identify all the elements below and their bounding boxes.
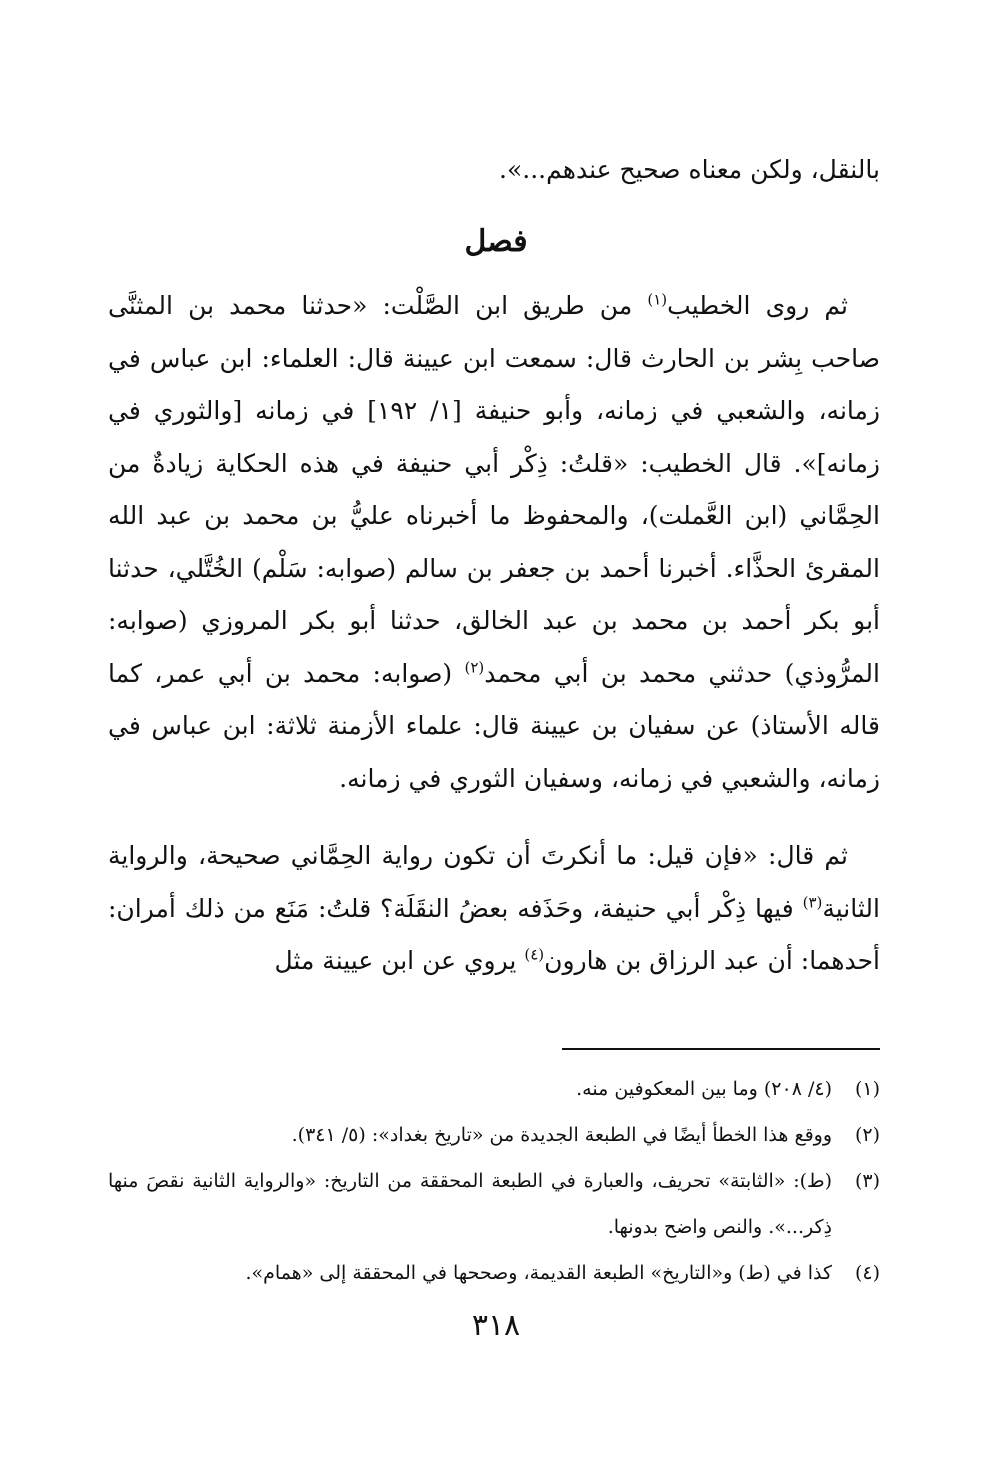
section-heading: فصل (464, 224, 528, 259)
paragraph-2 (108, 830, 880, 988)
footnote-text: (ط): «الثابتة» تحريف، والعبارة في الطبعة المحققة من التاريخ: «والرواية الثانية نقصَ منها ذِكر...». والنص واضح بدونها. (108, 1170, 832, 1238)
footnote-number: (٢) (854, 1124, 880, 1146)
paragraph-2-text-c: يروي عن ابن عيينة مثل (274, 946, 525, 975)
footnote-ref-3[interactable]: (٣) (802, 893, 823, 912)
footnote-item (108, 1112, 880, 1158)
footnote-text: ووقع هذا الخطأ أيضًا في الطبعة الجديدة من «تاريخ بغداد»: (٥/ ٣٤١). (291, 1124, 832, 1146)
footnote-text: كذا في (ط) و«التاريخ» الطبعة القديمة، وصححها في المحققة إلى «همام». (245, 1262, 832, 1284)
footnote-text: (٤/ ٢٠٨) وما بين المعكوفين منه. (576, 1078, 832, 1100)
paragraph-2-text-a: ثم قال: «فإن قيل: ما أنكرتَ أن تكون رواية الحِمَّاني صحيحة، والرواية الثانية (108, 841, 880, 923)
page-number: ٣١٨ (471, 1308, 521, 1343)
footnote-ref-2[interactable]: (٢) (464, 658, 485, 677)
footnote-number: (١) (854, 1078, 880, 1100)
footnote-item (108, 1250, 880, 1296)
paragraph-1 (108, 280, 880, 805)
footnote-item (108, 1158, 880, 1250)
paragraph-1-text-b: من طريق ابن الصَّلْت: «حدثنا محمد بن المثنَّى صاحب بِشر بن الحارث قال: سمعت ابن عيينة قال: العلماء: ابن عباس في زمانه، والشعبي في زمانه، وأبو حنيفة [١/ ١٩٢] في زمانه [والثوري في زمانه]». قال الخطيب: «قلتُ: ذِكْر أبي حنيفة في هذه الحكاية زيادةٌ من الحِمَّاني (ابن العَّملت)، والمحفوظ ما أخبرناه عليُّ بن محمد بن عبد الله المقرئ الحذَّاء. أخبرنا أحمد بن جعفر بن سالم (صوابه: سَلْم) الخُتَّلي، حدثنا أبو بكر أحمد بن محمد بن عبد الخالق، حدثنا أبو بكر المروزي (صوابه: المرُّوذي) حدثني محمد بن أبي محمد (108, 291, 881, 688)
footnote-number: (٣) (854, 1170, 880, 1192)
footnote-ref-4[interactable]: (٤) (524, 945, 545, 964)
continuation-line: بالنقل، ولكن معناه صحيح عندهم...». (499, 155, 880, 184)
footnote-number: (٤) (854, 1262, 880, 1284)
paragraph-1-text-a: ثم روى الخطيب (667, 291, 848, 320)
paragraph-2-text-b: فيها ذِكْر أبي حنيفة، وحَذَفه بعضُ النقَلَة؟ قلتُ: مَنَع من ذلك أمران: أحدهما: أن عبد الرزاق بن هارون (108, 893, 880, 975)
footnotes-list (108, 1066, 880, 1296)
paragraph-1-text-c: (صوابه: محمد بن أبي عمر، كما قاله الأستاذ) عن سفيان بن عيينة قال: علماء الأزمنة ثلاثة: ابن عباس في زمانه، والشعبي في زمانه، وسفيان الثوري في زمانه. (108, 658, 880, 793)
footnote-item (108, 1066, 880, 1112)
footnote-divider (562, 1048, 880, 1050)
footnote-ref-1[interactable]: (١) (647, 290, 668, 309)
